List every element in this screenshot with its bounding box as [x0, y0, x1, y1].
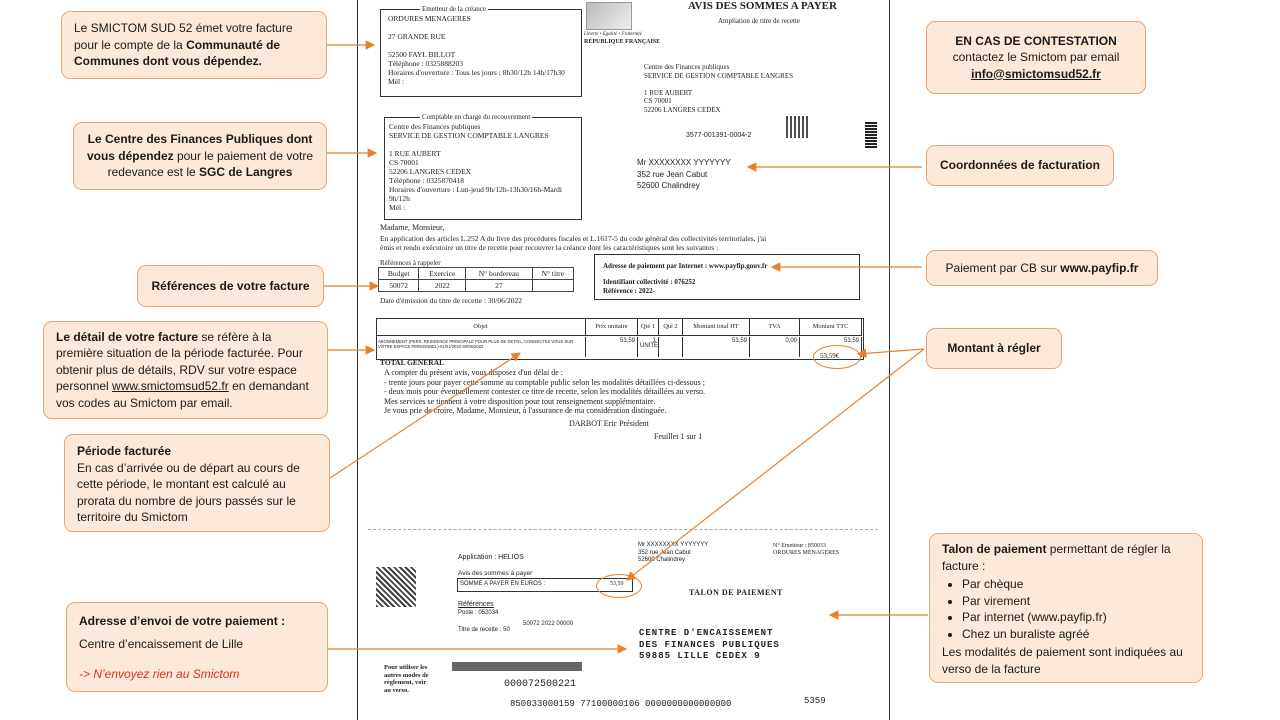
- talon-footer: Les modalités de paiement sont indiquées au verso de la facture: [942, 645, 1183, 676]
- body-line: Mes services se tiennent à votre disposition pour tout renseignement supplémentaire.: [384, 396, 656, 406]
- avis-label: Avis des sommes à payer: [458, 570, 533, 577]
- line-number-2: 850033000159 77100000106 0000000000000000: [510, 699, 732, 709]
- contestation-title: EN CAS DE CONTESTATION: [955, 33, 1117, 48]
- detail-header: Montant total HT: [683, 318, 750, 336]
- finance-center-bold2: SGC de Langres: [199, 165, 293, 180]
- amount-text: Montant à régler: [947, 341, 1041, 356]
- refs-label: Références à rappeler: [380, 259, 441, 267]
- detail-cell: 53,59: [800, 337, 862, 357]
- right-address-line: 52206 LANGRES CEDEX: [644, 105, 721, 114]
- period-text: En cas d’arrivée ou de départ au cours de cette période, le montant est calculé au prorata du nombre de jours passés sur le territoire du Smictom: [77, 460, 300, 524]
- billing-text: Coordonnées de facturation: [939, 158, 1100, 173]
- body-line: Je vous prie de croire, Madame, Monsieur, à l'assurance de ma considération distinguée.: [384, 406, 667, 416]
- refs-value: 27: [466, 280, 533, 292]
- smictom-link[interactable]: www.smictomsud52.fr: [112, 379, 229, 394]
- side-note-line: au verso.: [384, 686, 409, 694]
- callout-contestation: [926, 21, 1146, 94]
- encaissement-line: CENTRE D'ENCAISSEMENT: [639, 628, 774, 638]
- talon-item: • Chez un buraliste agréé: [962, 626, 1190, 643]
- somme-label: SOMME A PAYER EN EUROS :: [460, 581, 546, 587]
- talon-title: TALON DE PAIEMENT: [689, 588, 783, 597]
- finance-center-bold: Le Centre des Finances Publiques dont vous dépendez: [86, 132, 313, 163]
- comptable-line: Mél :: [389, 203, 406, 212]
- comptable-line: 1 RUE AUBERT: [389, 149, 441, 158]
- payfip-bold: www.payfip.fr: [1060, 260, 1139, 275]
- refs-header: N° bordereau: [466, 268, 533, 280]
- talon-text: permettant de régler la facture :: [942, 542, 1171, 573]
- total-value: 53,59€: [820, 352, 840, 360]
- emitter-label: Emetteur de la créance: [422, 5, 486, 13]
- titre-nums: 50072 2022 00000: [523, 621, 574, 627]
- emission-date: Date d'émission du titre de recette : 30/06/2022: [380, 296, 522, 305]
- intro-line1: En application des articles L.252 A du livre des procédures fiscales et L.1617-5 du code général des collectivités territoriales, j'ai: [380, 234, 767, 243]
- payment-address-warning: -> N’envoyez rien au Smictom: [79, 667, 240, 681]
- refs-value: 50072: [379, 280, 419, 292]
- titre: Titre de recette : 50: [458, 627, 510, 633]
- line-number-1: 000072500221: [504, 679, 577, 690]
- contestation-line: contactez le Smictom par email: [952, 50, 1120, 65]
- poste: Poste : 052034: [458, 610, 499, 616]
- comptable-label: Comptable en charge du recouvrement: [422, 113, 531, 121]
- detail-header: Qté 1: [638, 318, 659, 336]
- recipient-line: Mr XXXXXXXX YYYYYYY: [637, 158, 731, 167]
- encaissement-line: DES FINANCES PUBLIQUES: [639, 639, 780, 650]
- line-number-3: 5359: [804, 696, 826, 706]
- references-text: Références de votre facture: [151, 278, 310, 293]
- detail-header: Prix unitaire: [586, 318, 638, 336]
- comptable-line: Téléphone : 0325870418: [389, 176, 464, 185]
- talon-recipient-line: 352 rue Jean Cabut: [638, 549, 691, 556]
- body-line: - deux mois pour éventuellement contester ce titre de recette, selon les modalités détaillées au verso.: [384, 387, 705, 397]
- payfip-text: Paiement par CB sur: [945, 260, 1061, 275]
- talon-list: [942, 576, 1190, 642]
- emitter-line: Téléphone : 0325888203: [388, 59, 463, 68]
- intro-line2: émis et rendu exécutoire un titre de recette pour recouvrer la créance dont les caractéristiques sont les suivantes :: [380, 243, 719, 252]
- talon-recipient-line: Mr XXXXXXXX YYYYYYY: [638, 542, 709, 548]
- refs-header: Exercice: [419, 268, 466, 280]
- callout-amount: [926, 328, 1062, 369]
- republic-label: RÉPUBLIQUE FRANÇAISE: [584, 39, 661, 45]
- detail-cell: 0,00: [750, 337, 800, 357]
- emitter-line: Horaires d'ouverture : Tous les jours : 8h30/12h 14h/17h30: [388, 68, 565, 77]
- refs-value: 2022: [419, 280, 466, 292]
- detail-bold: Le détail de votre facture: [56, 329, 199, 344]
- detail-header: Montant TTC: [800, 318, 862, 336]
- emitter-line: Mél :: [388, 77, 405, 86]
- detail-header: Qté 2: [659, 318, 683, 336]
- detail-cell: 53,59: [586, 337, 638, 357]
- comptable-line: 52206 LANGRES CEDEX: [389, 167, 472, 176]
- document-code: 3577-001391-0004-2: [686, 132, 752, 139]
- callout-emitter: [61, 11, 327, 79]
- payment-address-line: Centre d’encaissement de Lille: [79, 636, 244, 651]
- talon-item: • Par internet (www.payfip.fr): [962, 609, 1190, 626]
- reference: Référence : 2022-: [603, 287, 655, 295]
- right-address-line: SERVICE DE GESTION COMPTABLE LANGRES: [644, 71, 793, 80]
- finance-center-text: pour le paiement de votre redevance est le: [107, 148, 314, 180]
- total-label: TOTAL GENERAL: [380, 358, 445, 367]
- callout-billing: [926, 145, 1114, 186]
- callout-talon: [929, 533, 1203, 683]
- body-line: - trente jours pour payer cette somme au comptable public selon les modalités détaillées ci-dessous ;: [384, 377, 706, 387]
- emitter-bold: Communauté de Communes dont vous dépendez.: [74, 37, 281, 69]
- detail-text2: en demandant vos codes au Smictom par email.: [56, 379, 309, 410]
- recipient-line: 352 rue Jean Cabut: [637, 169, 708, 179]
- arrow-amount-talon: [627, 349, 924, 580]
- right-address-line: Centre des Finances publiques: [644, 63, 730, 71]
- comptable-line: Centre des Finances publiques: [389, 122, 481, 131]
- callout-references: [137, 265, 324, 307]
- period-title: Période facturée: [77, 444, 172, 458]
- signature: DARBOT Eric Président: [569, 419, 649, 428]
- detail-header: TVA: [750, 318, 800, 336]
- comptable-line: CS 70001: [389, 158, 419, 167]
- talon-recipient-line: 52600 Chalindrey: [638, 557, 686, 563]
- arrow-period: [330, 353, 520, 478]
- header-subtitle: Ampliation de titre de recette: [718, 17, 801, 25]
- comptable-line: Horaires d'ouverture : Lun-jeud 9h/12h-13h30/16h-Mardi: [389, 185, 562, 194]
- comptable-line: SERVICE DE GESTION COMPTABLE LANGRES: [389, 131, 549, 140]
- somme-value: 53,59: [610, 581, 624, 587]
- emetteur-name: ORDURES MENAGERES: [773, 550, 840, 556]
- right-address-line: 1 RUE AUBERT: [644, 88, 693, 97]
- talon-bold: Talon de paiement: [942, 542, 1047, 556]
- collectivite: Identifiant collectivité : 076252: [603, 278, 696, 286]
- callout-payment-address: [66, 602, 328, 692]
- detail-text1: se réfère à la première situation de la période facturée. Pour obtenir plus de détails, RDV sur votre espace personnel: [56, 329, 303, 394]
- encaissement-line: 59885 LILLE CEDEX 9: [639, 651, 761, 661]
- side-note-line: autres modes de: [384, 671, 429, 679]
- emitter-line: 27 GRANDE RUE: [388, 32, 446, 41]
- detail-header: Objet: [376, 318, 586, 336]
- callout-period: [64, 434, 330, 532]
- body-line: A compter du présent avis, vous disposez d'un délai de :: [384, 368, 563, 377]
- recipient-line: 52600 Chalindrey: [637, 181, 700, 190]
- contestation-email-link[interactable]: info@smictomsud52.fr: [971, 66, 1101, 81]
- talon-item: • Par chèque: [962, 576, 1190, 593]
- emitter-line: ORDURES MENAGERES: [388, 14, 471, 23]
- callout-finance-center: [73, 122, 327, 190]
- comptable-line: 9h/12h: [389, 194, 410, 203]
- arrow-amount: [858, 349, 924, 354]
- callout-detail: [43, 321, 328, 419]
- sheet-number: Feuillet 1 sur 1: [654, 432, 703, 441]
- references-label: Références: [458, 601, 494, 608]
- detail-cell: 53,59: [683, 337, 750, 357]
- emitter-text: Le SMICTOM SUD 52 émet votre facture pour le compte de la: [74, 21, 293, 52]
- refs-header: N° titre: [532, 268, 573, 280]
- talon-item: • Par virement: [962, 593, 1190, 610]
- callout-payfip: [926, 250, 1158, 286]
- side-note-line: Pour utiliser les: [384, 664, 428, 671]
- side-note-line: règlement, voir: [384, 679, 427, 687]
- right-address-line: CS 70001: [644, 97, 672, 105]
- payfip-line: Adresse de paiement par Internet : www.payfip.gouv.fr: [603, 262, 768, 270]
- republic-motto: Liberté • Égalité • Fraternité: [584, 32, 642, 37]
- application-label: Application : HELIOS: [458, 554, 524, 561]
- refs-header: Budget: [379, 268, 419, 280]
- payment-address-title: Adresse d’envoi de votre paiement :: [79, 614, 286, 628]
- emitter-line: 52500 FAYL BILLOT: [388, 50, 456, 59]
- greeting: Madame, Monsieur,: [380, 223, 445, 232]
- detail-cell: ABONNEMENT (PERS. RESIDENCE PRINCIPALE POUR PLUS DE DETAIL, CONNECTEZ VOUS SUR VOTRE ESPACE PERSONNEL)-01/01/2022-30/06/2022: [376, 337, 586, 357]
- detail-cell: 1 UNITE: [638, 337, 659, 357]
- emetteur-no: N° Emetteur : 850033: [773, 543, 826, 549]
- header-title: AVIS DES SOMMES A PAYER: [688, 0, 837, 12]
